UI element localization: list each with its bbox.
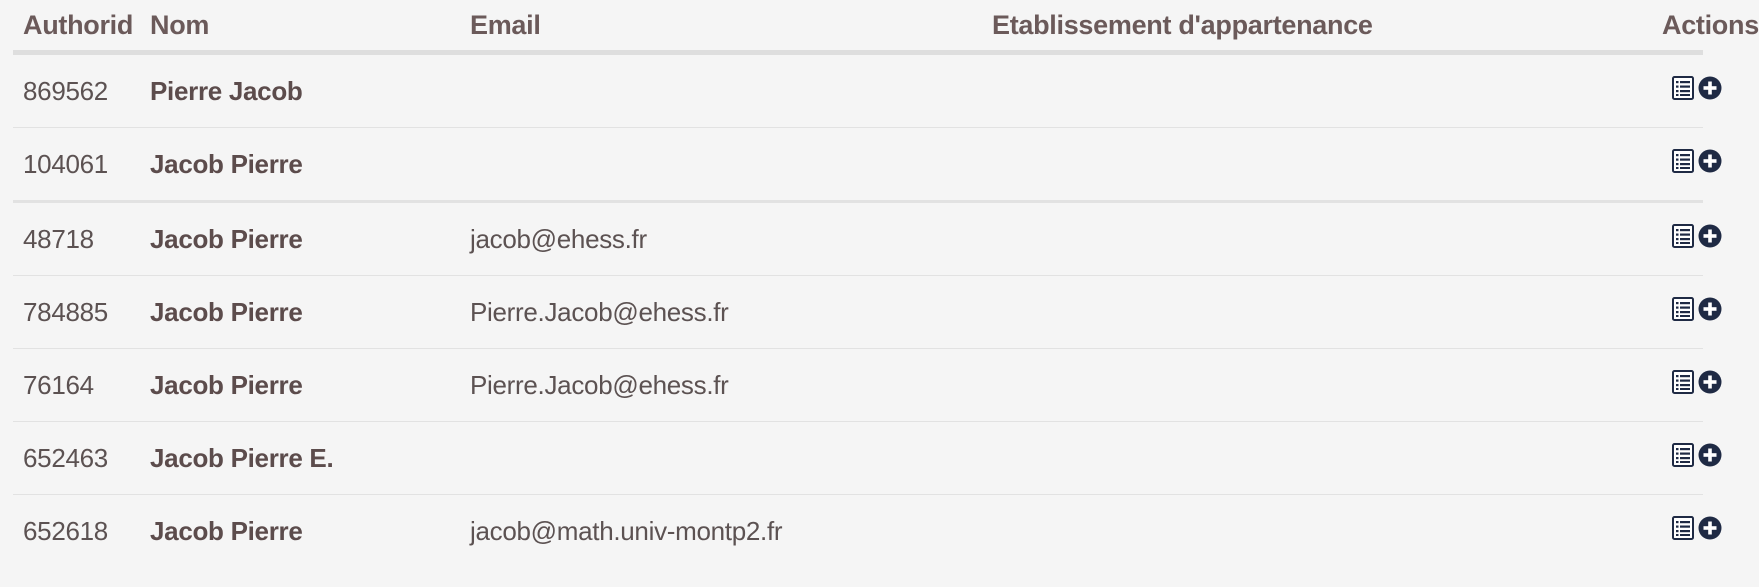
cell-nom: Jacob Pierre [140, 495, 460, 568]
plus-circle-icon[interactable] [1698, 149, 1722, 173]
cell-nom: Jacob Pierre [140, 276, 460, 349]
cell-etablissement [982, 53, 1587, 128]
column-header-actions: Actions [1587, 0, 1703, 53]
cell-etablissement [982, 128, 1587, 202]
cell-nom: Jacob Pierre E. [140, 422, 460, 495]
cell-etablissement [982, 422, 1587, 495]
cell-etablissement [982, 495, 1587, 568]
row-actions [1672, 149, 1722, 173]
cell-actions [1587, 495, 1703, 568]
table-row [13, 349, 1703, 422]
cell-email: Pierre.Jacob@ehess.fr [460, 349, 982, 422]
cell-authorid: 104061 [13, 128, 140, 202]
cell-authorid: 76164 [13, 349, 140, 422]
plus-circle-icon[interactable] [1698, 370, 1722, 394]
row-actions [1672, 443, 1722, 467]
table-header [13, 0, 1759, 53]
plus-circle-icon[interactable] [1698, 224, 1722, 248]
cell-etablissement [982, 276, 1587, 349]
table-row [13, 128, 1703, 202]
plus-circle-icon[interactable] [1698, 76, 1722, 100]
cell-actions [1587, 53, 1703, 128]
list-details-icon[interactable] [1672, 149, 1694, 173]
plus-circle-icon[interactable] [1698, 516, 1722, 540]
cell-actions [1587, 422, 1703, 495]
cell-actions [1587, 349, 1703, 422]
column-header-authorid[interactable]: Authorid [13, 0, 140, 53]
cell-authorid: 869562 [13, 53, 140, 128]
cell-email [460, 422, 982, 495]
authors-table [13, 0, 1759, 567]
row-actions [1672, 516, 1722, 540]
cell-actions [1587, 128, 1703, 202]
cell-etablissement [982, 349, 1587, 422]
list-details-icon[interactable] [1672, 516, 1694, 540]
cell-etablissement [982, 202, 1587, 276]
column-header-etablissement[interactable]: Etablissement d'appartenance [982, 0, 1587, 53]
cell-nom: Jacob Pierre [140, 128, 460, 202]
list-details-icon[interactable] [1672, 443, 1694, 467]
row-actions [1672, 370, 1722, 394]
cell-email: jacob@ehess.fr [460, 202, 982, 276]
cell-authorid: 48718 [13, 202, 140, 276]
table-row [13, 53, 1703, 128]
cell-email: Pierre.Jacob@ehess.fr [460, 276, 982, 349]
cell-email: jacob@math.univ-montp2.fr [460, 495, 982, 568]
row-actions [1672, 297, 1722, 321]
cell-nom: Jacob Pierre [140, 349, 460, 422]
column-header-nom[interactable]: Nom [140, 0, 460, 53]
table-row [13, 276, 1703, 349]
table-row [13, 495, 1703, 568]
list-details-icon[interactable] [1672, 76, 1694, 100]
plus-circle-icon[interactable] [1698, 297, 1722, 321]
cell-actions [1587, 276, 1703, 349]
cell-authorid: 784885 [13, 276, 140, 349]
cell-authorid: 652463 [13, 422, 140, 495]
cell-actions [1587, 202, 1703, 276]
row-actions [1672, 76, 1722, 100]
list-details-icon[interactable] [1672, 297, 1694, 321]
row-actions [1672, 224, 1722, 248]
table-row [13, 202, 1703, 276]
table-body [13, 53, 1703, 568]
list-details-icon[interactable] [1672, 370, 1694, 394]
cell-email [460, 53, 982, 128]
list-details-icon[interactable] [1672, 224, 1694, 248]
cell-nom: Pierre Jacob [140, 53, 460, 128]
plus-circle-icon[interactable] [1698, 443, 1722, 467]
header-row [13, 0, 1703, 53]
cell-authorid: 652618 [13, 495, 140, 568]
cell-nom: Jacob Pierre [140, 202, 460, 276]
column-header-email[interactable]: Email [460, 0, 982, 53]
table-row [13, 422, 1703, 495]
cell-email [460, 128, 982, 202]
